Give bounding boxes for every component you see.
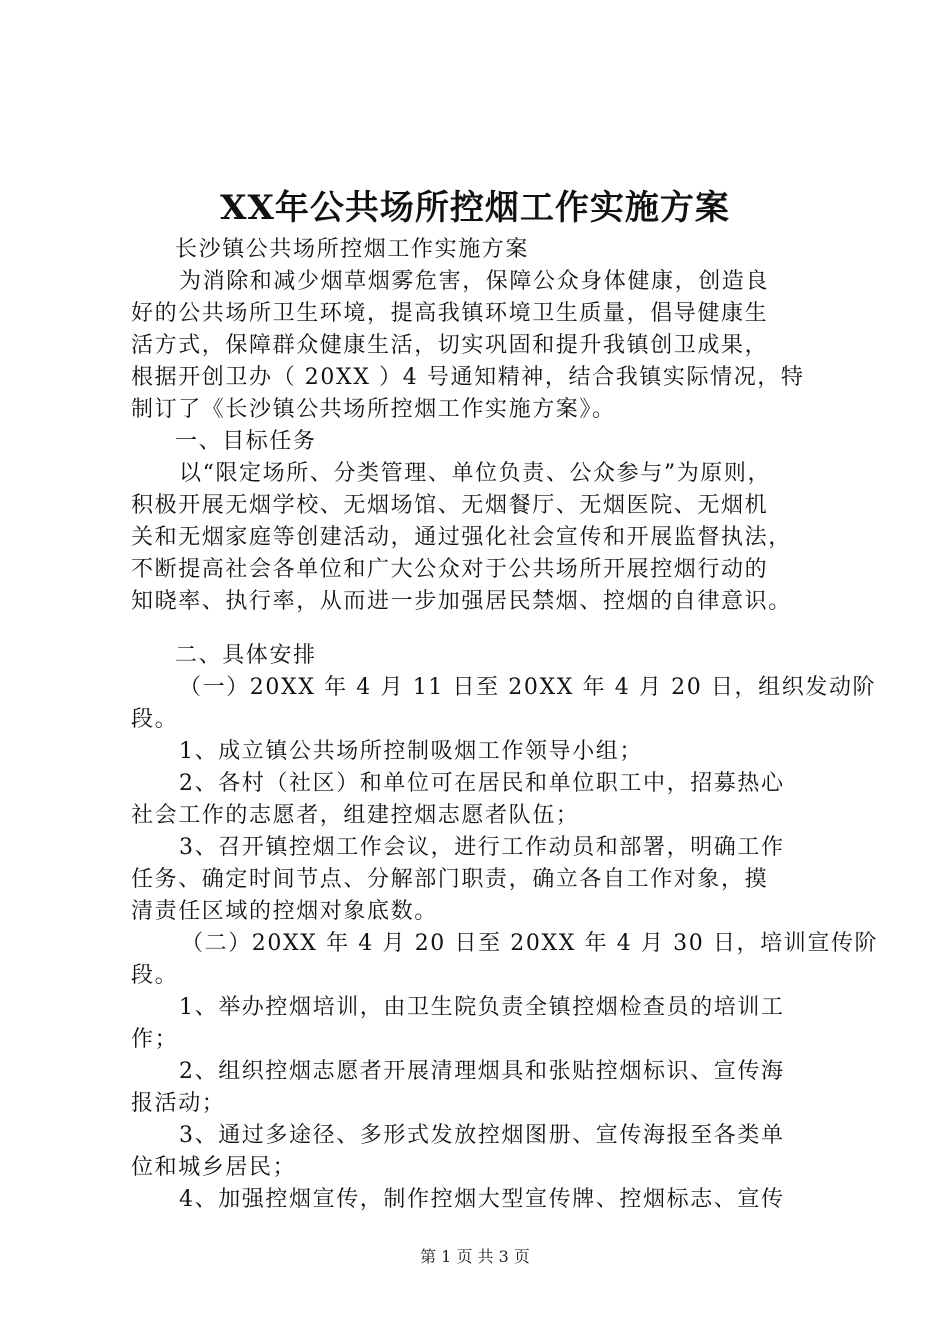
text-line: 作； xyxy=(131,1027,179,1052)
text-line: 3、通过多途径、多形式发放控烟图册、宣传海报至各类单 xyxy=(179,1123,785,1148)
text-line: （二）20XX 年 4 月 20 日至 20XX 年 4 月 30 日，培训宣传阶 xyxy=(181,931,879,956)
document-body xyxy=(131,234,879,1216)
text-line: 不断提高社会各单位和广大公众对于公共场所开展控烟行动的 xyxy=(131,557,769,582)
text-line: 任务、确定时间节点、分解部门职责，确立各自工作对象，摸 xyxy=(131,867,769,892)
subtitle-paragraph xyxy=(131,234,850,266)
phase-1-item-1 xyxy=(131,736,850,768)
text-line: 一、目标任务 xyxy=(175,429,317,454)
text-line: 制订了《长沙镇公共场所控烟工作实施方案》。 xyxy=(131,397,616,422)
phase-1-item-3 xyxy=(131,832,850,928)
section-heading-arrangements xyxy=(131,640,850,672)
text-line: 段。 xyxy=(131,707,179,732)
text-line: 活方式，保障群众健康生活，切实巩固和提升我镇创卫成果， xyxy=(131,333,769,358)
phase-2-paragraph xyxy=(131,928,879,992)
text-line: 以“限定场所、分类管理、单位负责、公众参与”为原则， xyxy=(179,461,772,486)
phase-1-paragraph xyxy=(131,672,877,736)
spacer xyxy=(131,618,850,640)
text-line: 4、加强控烟宣传，制作控烟大型宣传牌、控烟标志、宣传 xyxy=(179,1187,785,1212)
page-title: XX年公共场所控烟工作实施方案 xyxy=(220,188,730,228)
phase-2-item-1 xyxy=(131,992,850,1056)
text-line: （一）20XX 年 4 月 11 日至 20XX 年 4 月 20 日，组织发动阶 xyxy=(179,675,877,700)
text-line: 社会工作的志愿者，组建控烟志愿者队伍； xyxy=(131,803,580,828)
text-line: 为消除和减少烟草烟雾危害，保障公众身体健康，创造良 xyxy=(179,269,770,294)
goal-paragraph xyxy=(131,458,850,618)
text-line: 3、召开镇控烟工作会议，进行工作动员和部署，明确工作 xyxy=(179,835,785,860)
text-line: 根据开创卫办（ 20XX ）4 号通知精神，结合我镇实际情况，特 xyxy=(131,365,805,390)
text-line: 知晓率、执行率，从而进一步加强居民禁烟、控烟的自律意识。 xyxy=(131,589,792,614)
text-line: 段。 xyxy=(131,963,179,988)
text-line: 1、成立镇公共场所控制吸烟工作领导小组； xyxy=(179,739,643,764)
text-line: 二、具体安排 xyxy=(175,643,317,668)
phase-2-item-2 xyxy=(131,1056,850,1120)
phase-2-item-3 xyxy=(131,1120,850,1184)
text-line: 关和无烟家庭等创建活动，通过强化社会宣传和开展监督执法， xyxy=(131,525,792,550)
text-line: 1、举办控烟培训，由卫生院负责全镇控烟检查员的培训工 xyxy=(179,995,785,1020)
phase-2-item-4 xyxy=(131,1184,850,1216)
text-line: 好的公共场所卫生环境，提高我镇环境卫生质量，倡导健康生 xyxy=(131,301,769,326)
text-line: 清责任区域的控烟对象底数。 xyxy=(131,899,438,924)
intro-paragraph xyxy=(131,266,850,426)
text-line: 长沙镇公共场所控烟工作实施方案 xyxy=(175,237,530,262)
text-line: 报活动； xyxy=(131,1091,226,1116)
page-footer: 第 1 页 共 3 页 xyxy=(420,1247,530,1266)
section-heading-goals xyxy=(131,426,850,458)
phase-1-item-2 xyxy=(131,768,850,832)
text-line: 2、组织控烟志愿者开展清理烟具和张贴控烟标识、宣传海 xyxy=(179,1059,785,1084)
text-line: 位和城乡居民； xyxy=(131,1155,297,1180)
text-line: 2、各村（社区）和单位可在居民和单位职工中，招募热心 xyxy=(179,771,785,796)
text-line: 积极开展无烟学校、无烟场馆、无烟餐厅、无烟医院、无烟机 xyxy=(131,493,769,518)
